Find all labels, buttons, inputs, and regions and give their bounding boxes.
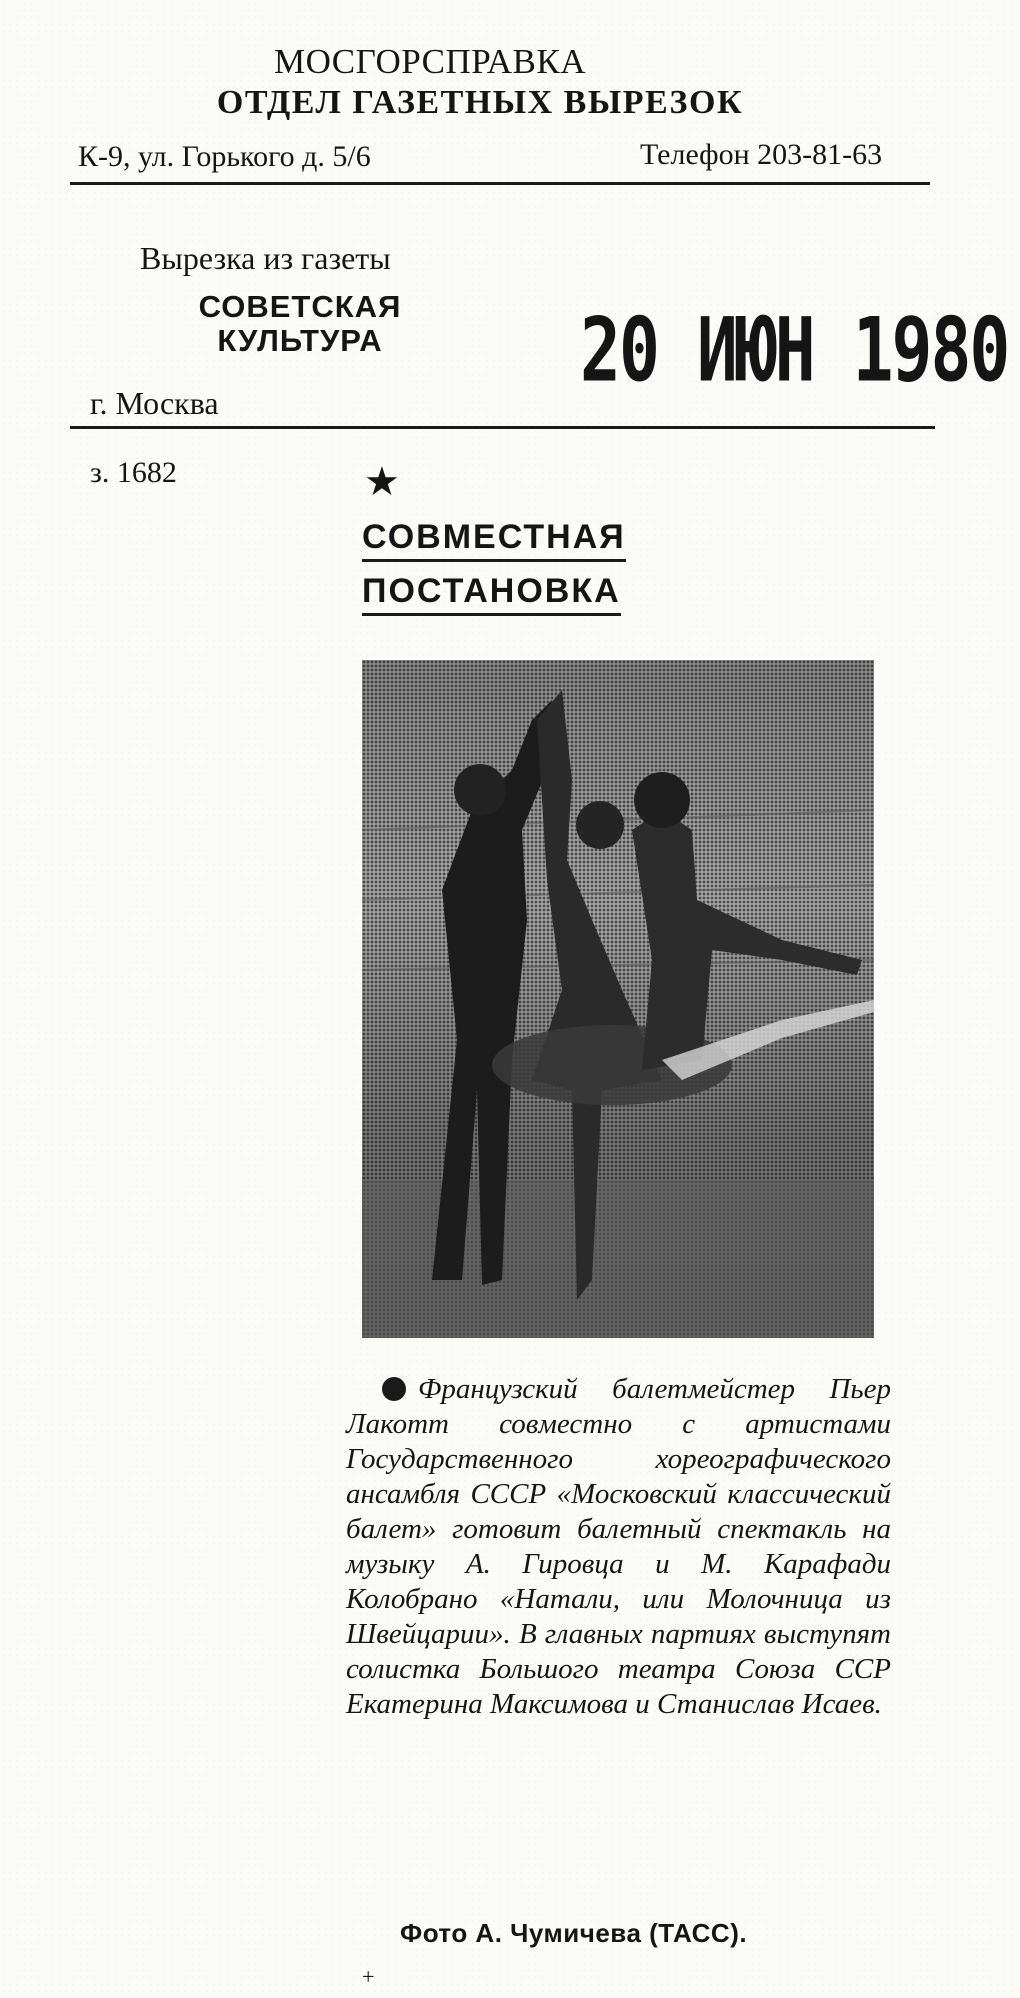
ballet-dancers-illustration [362,660,874,1338]
bullet-icon [382,1377,406,1401]
star-icon: ★ [364,459,400,504]
newspaper-name [180,290,420,358]
date-stamp: 20 ИЮН 1980 [580,300,1009,403]
clipping-label: Вырезка из газеты [140,240,391,276]
address: К-9, ул. Горького д. 5/6 [78,140,371,173]
end-mark: + [362,1964,375,1989]
photo-credit: Фото А. Чумичева (ТАСС). [400,1918,748,1948]
headline-line1: СОВМЕСТНАЯ [362,518,626,562]
agency-name: МОСГОРСПРАВКА [273,42,587,81]
headline-line2: ПОСТАНОВКА [362,572,621,616]
caption-text: Французский балетмейстер Пьер Лакотт совместно с артистами Государственного хореографического ансамбля СССР «Московский классический балет» готовит балетный спектакль на музыку А. Гировца и М. Карафади Колобрано «Натали, или Молочница из Швейцарии». В главных партиях выступят солистка Большого театра Союза ССР Екатерина Максимова и Станислав Исаев. [346,1373,891,1720]
department-name: ОТДЕЛ ГАЗЕТНЫХ ВЫРЕЗОК [216,84,744,121]
section-rule [70,426,935,429]
header-rule [70,182,930,185]
newspaper-name-line2: КУЛЬТУРА [217,323,383,358]
order-number: з. 1682 [90,456,177,489]
ballet-photo [362,660,874,1338]
city: г. Москва [90,385,219,421]
phone-number: Телефон 203-81-63 [640,138,883,171]
newspaper-name-line1: СОВЕТСКАЯ [198,289,402,324]
photo-caption [346,1372,891,1722]
